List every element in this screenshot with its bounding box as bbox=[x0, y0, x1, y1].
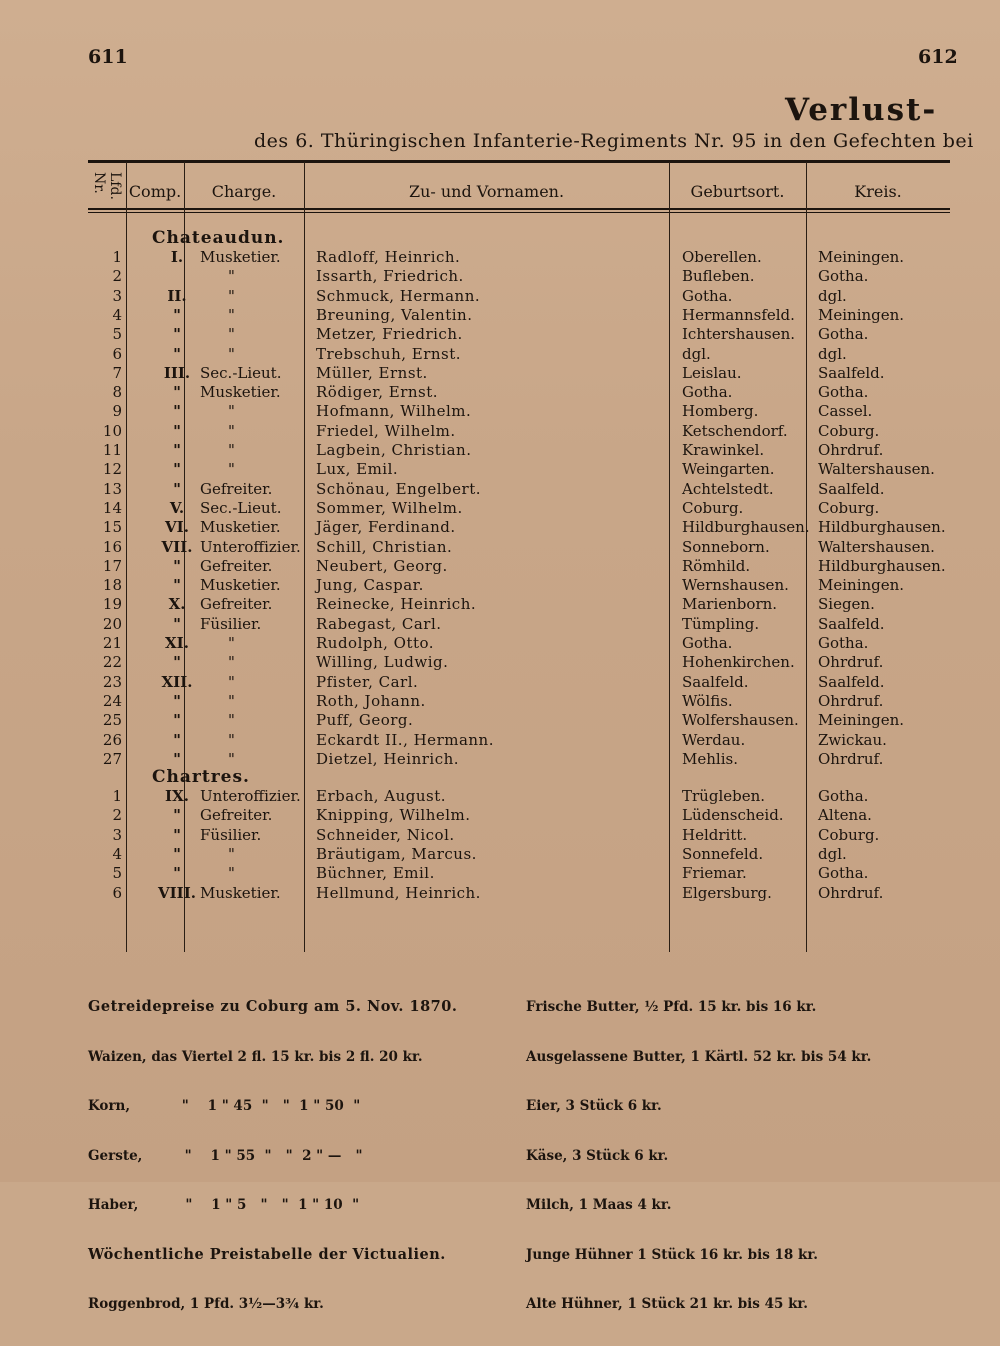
cell-name: Radloff, Heinrich. bbox=[316, 248, 461, 266]
cell-nr: 6 bbox=[112, 883, 122, 902]
cell-charge: " bbox=[228, 267, 235, 286]
cell-district: Coburg. bbox=[818, 421, 880, 440]
cell-charge: " bbox=[228, 749, 235, 768]
cell-nr: 21 bbox=[102, 634, 122, 652]
cell-comp: " bbox=[173, 825, 181, 844]
cell-name: Hofmann, Wilhelm. bbox=[316, 402, 472, 421]
cell-nr: 17 bbox=[102, 556, 122, 575]
price-line: Waizen, das Viertel 2 fl. 15 kr. bis 2 fl. 20 kr. bbox=[88, 1048, 423, 1065]
cell-comp: X. bbox=[168, 595, 186, 614]
cell-birthplace: Ichtershausen. bbox=[682, 325, 796, 344]
cell-comp: " bbox=[173, 556, 181, 575]
cell-nr: 26 bbox=[102, 730, 122, 749]
table-row bbox=[88, 402, 950, 421]
cell-name: Friedel, Wilhelm. bbox=[316, 421, 456, 440]
victual-prices bbox=[526, 966, 871, 1346]
cell-nr: 13 bbox=[102, 479, 122, 498]
cell-nr: 22 bbox=[102, 653, 122, 672]
cell-comp: VII. bbox=[161, 537, 193, 556]
cell-name: Erbach, August. bbox=[316, 787, 447, 806]
price-line: Junge Hühner 1 Stück 16 kr. bis 18 kr. bbox=[526, 1246, 818, 1263]
cell-birthplace: Ketschendorf. bbox=[682, 421, 788, 440]
cell-name: Lagbein, Christian. bbox=[316, 441, 472, 459]
cell-name: Roth, Johann. bbox=[316, 691, 426, 710]
cell-nr: 23 bbox=[102, 672, 122, 691]
cell-charge: " bbox=[228, 325, 235, 344]
price-line: Eier, 3 Stück 6 kr. bbox=[526, 1098, 662, 1114]
cell-name: Rabegast, Carl. bbox=[316, 614, 442, 633]
cell-district: dgl. bbox=[818, 344, 847, 363]
header-charge: Charge. bbox=[211, 181, 277, 201]
cell-name: Schmuck, Hermann. bbox=[316, 286, 481, 305]
cell-birthplace: Sonnefeld. bbox=[682, 845, 764, 863]
cell-charge: " bbox=[228, 305, 235, 324]
cell-charge: Musketier. bbox=[200, 248, 281, 266]
cell-charge: Sec.-Lieut. bbox=[200, 363, 282, 382]
header-nr: Lfd. Nr. bbox=[91, 172, 123, 200]
cell-name: Pfister, Carl. bbox=[316, 672, 419, 691]
table-row bbox=[88, 576, 950, 595]
cell-name: Jung, Caspar. bbox=[316, 576, 424, 595]
cell-charge: Gefreiter. bbox=[200, 806, 273, 825]
cell-nr: 3 bbox=[112, 825, 122, 844]
cell-birthplace: Gotha. bbox=[682, 383, 733, 402]
cell-comp: " bbox=[173, 325, 181, 344]
cell-birthplace: Hildburghausen. bbox=[682, 518, 810, 537]
cell-nr: 7 bbox=[112, 363, 122, 382]
cell-charge: " bbox=[228, 634, 235, 652]
table-row bbox=[88, 248, 950, 267]
cell-charge: " bbox=[228, 711, 235, 730]
cell-nr: 20 bbox=[102, 614, 122, 633]
page-number-left: 611 bbox=[88, 46, 128, 68]
cell-district: Altena. bbox=[818, 806, 872, 825]
cell-nr: 19 bbox=[102, 595, 122, 614]
cell-birthplace: Mehlis. bbox=[682, 749, 738, 768]
page-title: Verlust- bbox=[785, 92, 938, 128]
cell-charge: Musketier. bbox=[200, 518, 281, 537]
section-label: Chartres. bbox=[152, 767, 250, 788]
cell-nr: 9 bbox=[112, 402, 122, 421]
cell-comp: " bbox=[173, 653, 181, 672]
cell-birthplace: Leislau. bbox=[682, 363, 742, 382]
cell-charge: Gefreiter. bbox=[200, 556, 273, 575]
cell-charge: Musketier. bbox=[200, 576, 281, 595]
cell-district: Ohrdruf. bbox=[818, 691, 884, 710]
cell-charge: " bbox=[228, 864, 235, 883]
cell-nr: 25 bbox=[102, 711, 122, 730]
cell-birthplace: Saalfeld. bbox=[682, 672, 749, 691]
cell-charge: " bbox=[228, 730, 235, 749]
cell-comp: IX. bbox=[165, 787, 189, 806]
cell-nr: 2 bbox=[112, 806, 122, 825]
cell-birthplace: Gotha. bbox=[682, 286, 733, 305]
price-line: Milch, 1 Maas 4 kr. bbox=[526, 1197, 672, 1213]
cell-charge: " bbox=[228, 421, 235, 440]
table-row bbox=[88, 731, 950, 750]
cell-district: Meiningen. bbox=[818, 576, 905, 595]
table-row bbox=[88, 499, 950, 518]
cell-district: Gotha. bbox=[818, 325, 869, 344]
cell-district: Meiningen. bbox=[818, 305, 905, 324]
cell-name: Lux, Emil. bbox=[316, 460, 399, 479]
cell-name: Schill, Christian. bbox=[316, 537, 453, 556]
cell-comp: VIII. bbox=[158, 883, 196, 902]
cell-birthplace: Hohenkirchen. bbox=[682, 653, 795, 672]
cell-birthplace: Achtelstedt. bbox=[682, 479, 774, 498]
table-row bbox=[88, 673, 950, 692]
cell-district: Saalfeld. bbox=[818, 479, 885, 498]
cell-charge: " bbox=[228, 653, 235, 672]
price-line: Käse, 3 Stück 6 kr. bbox=[526, 1147, 669, 1164]
cell-district: Ohrdruf. bbox=[818, 441, 884, 459]
cell-district: Ohrdruf. bbox=[818, 883, 884, 902]
cell-charge: " bbox=[228, 672, 235, 691]
price-line: Haber, " 1 " 5 " " 1 " 10 " bbox=[88, 1197, 360, 1213]
table-row bbox=[88, 538, 950, 557]
cell-nr: 6 bbox=[112, 344, 122, 363]
cell-district: Hildburghausen. bbox=[818, 556, 946, 575]
cell-district: Coburg. bbox=[818, 825, 880, 844]
table-row bbox=[88, 845, 950, 864]
cell-comp: " bbox=[173, 305, 181, 324]
table-row bbox=[88, 864, 950, 883]
cell-birthplace: Trügleben. bbox=[682, 787, 766, 806]
header-comp: Comp. bbox=[128, 181, 182, 201]
table-row bbox=[88, 711, 950, 730]
cell-name: Neubert, Georg. bbox=[316, 556, 448, 575]
table-row bbox=[88, 441, 950, 460]
cell-nr: 27 bbox=[102, 749, 122, 768]
cell-comp: " bbox=[173, 730, 181, 749]
cell-name: Reinecke, Heinrich. bbox=[316, 595, 477, 614]
table-row bbox=[88, 806, 950, 825]
cell-nr: 18 bbox=[102, 576, 122, 595]
cell-birthplace: Bufleben. bbox=[682, 267, 755, 286]
cell-name: Dietzel, Heinrich. bbox=[316, 749, 460, 768]
table-row bbox=[88, 480, 950, 499]
cell-district: Saalfeld. bbox=[818, 614, 885, 633]
cell-charge: Gefreiter. bbox=[200, 595, 273, 614]
cell-comp: " bbox=[173, 421, 181, 440]
cell-district: Gotha. bbox=[818, 634, 869, 652]
cell-district: Gotha. bbox=[818, 787, 869, 806]
table-row bbox=[88, 422, 950, 441]
cell-name: Eckardt II., Hermann. bbox=[316, 730, 494, 749]
cell-comp: " bbox=[173, 441, 181, 459]
victuals-heading: Wöchentliche Preistabelle der Victualien. bbox=[88, 1245, 446, 1263]
cell-district: Gotha. bbox=[818, 864, 869, 883]
price-line: Alte Hühner, 1 Stück 21 kr. bis 45 kr. bbox=[526, 1296, 809, 1312]
cell-nr: 8 bbox=[112, 383, 122, 402]
cell-charge: Füsilier. bbox=[200, 825, 262, 844]
cell-birthplace: Weingarten. bbox=[682, 460, 775, 479]
cell-nr: 1 bbox=[112, 248, 122, 266]
table-row bbox=[88, 615, 950, 634]
header-district: Kreis. bbox=[854, 181, 902, 201]
cell-nr: 14 bbox=[102, 498, 122, 517]
table-row bbox=[88, 364, 950, 383]
cell-charge: Sec.-Lieut. bbox=[200, 498, 282, 517]
cell-charge: " bbox=[228, 402, 235, 421]
cell-comp: XI. bbox=[165, 634, 189, 652]
table-row bbox=[88, 653, 950, 672]
cell-birthplace: Oberellen. bbox=[682, 248, 762, 266]
cell-district: Hildburghausen. bbox=[818, 518, 946, 537]
cell-birthplace: Tümpling. bbox=[682, 614, 760, 633]
cell-charge: " bbox=[228, 441, 235, 459]
cell-nr: 24 bbox=[102, 691, 122, 710]
cell-birthplace: Krawinkel. bbox=[682, 441, 765, 459]
cell-district: dgl. bbox=[818, 845, 847, 863]
page-subtitle: des 6. Thüringischen Infanterie-Regiments Nr. 95 in den Gefechten bei bbox=[254, 130, 974, 152]
cell-comp: " bbox=[173, 460, 181, 479]
cell-name: Schönau, Engelbert. bbox=[316, 479, 482, 498]
cell-comp: " bbox=[173, 711, 181, 730]
cell-nr: 16 bbox=[102, 537, 122, 556]
cell-comp: " bbox=[173, 402, 181, 421]
cell-comp: VI. bbox=[165, 518, 189, 537]
price-line: Roggenbrod, 1 Pfd. 3½—3¾ kr. bbox=[88, 1296, 324, 1312]
cell-birthplace: Wernshausen. bbox=[682, 576, 789, 595]
table-row bbox=[88, 595, 950, 614]
cell-name: Sommer, Wilhelm. bbox=[316, 498, 463, 517]
page-number-right: 612 bbox=[918, 46, 958, 68]
cell-nr: 5 bbox=[112, 864, 122, 883]
cell-birthplace: Heldritt. bbox=[682, 825, 748, 844]
cell-nr: 12 bbox=[102, 460, 122, 479]
cell-name: Müller, Ernst. bbox=[316, 363, 428, 382]
cell-district: Ohrdruf. bbox=[818, 749, 884, 768]
cell-district: Waltershausen. bbox=[818, 460, 935, 479]
table-row bbox=[88, 345, 950, 364]
cell-name: Willing, Ludwig. bbox=[316, 653, 449, 672]
price-line: Korn, " 1 " 45 " " 1 " 50 " bbox=[88, 1098, 361, 1114]
cell-nr: 4 bbox=[112, 845, 122, 863]
section-label: Chateaudun. bbox=[152, 228, 285, 248]
cell-birthplace: Homberg. bbox=[682, 402, 759, 421]
cell-comp: " bbox=[173, 691, 181, 710]
cell-comp: " bbox=[173, 383, 181, 402]
cell-charge: " bbox=[228, 344, 235, 363]
price-line: Ausgelassene Butter, 1 Kärtl. 52 kr. bis 54 kr. bbox=[526, 1048, 872, 1065]
cell-name: Knipping, Wilhelm. bbox=[316, 806, 471, 825]
cell-name: Metzer, Friedrich. bbox=[316, 325, 463, 344]
grain-prices-heading: Getreidepreise zu Coburg am 5. Nov. 1870. bbox=[88, 998, 458, 1015]
cell-birthplace: Römhild. bbox=[682, 556, 751, 575]
grain-prices bbox=[88, 966, 457, 1346]
casualty-table bbox=[88, 162, 950, 952]
cell-name: Jäger, Ferdinand. bbox=[316, 518, 456, 537]
cell-birthplace: Coburg. bbox=[682, 498, 744, 517]
cell-charge: " bbox=[228, 691, 235, 710]
price-line: Gerste, " 1 " 55 " " 2 " — " bbox=[88, 1147, 363, 1164]
cell-comp: I. bbox=[170, 248, 184, 266]
cell-charge: " bbox=[228, 286, 235, 305]
cell-comp: II. bbox=[167, 286, 187, 305]
price-line: Frische Butter, ½ Pfd. 15 kr. bis 16 kr. bbox=[526, 999, 817, 1015]
cell-charge: Gefreiter. bbox=[200, 479, 273, 498]
cell-comp: " bbox=[173, 576, 181, 595]
table-row bbox=[88, 518, 950, 537]
cell-birthplace: Sonneborn. bbox=[682, 537, 770, 556]
cell-charge: Füsilier. bbox=[200, 614, 262, 633]
cell-comp: V. bbox=[169, 498, 185, 517]
header-birthplace: Geburtsort. bbox=[690, 181, 785, 201]
cell-birthplace: Wölfis. bbox=[682, 691, 733, 710]
cell-comp: " bbox=[173, 749, 181, 768]
cell-comp: XII. bbox=[161, 672, 193, 691]
cell-birthplace: Gotha. bbox=[682, 634, 733, 652]
cell-nr: 15 bbox=[102, 518, 122, 537]
cell-charge: " bbox=[228, 845, 235, 863]
cell-comp: " bbox=[173, 806, 181, 825]
cell-name: Bräutigam, Marcus. bbox=[316, 845, 477, 863]
table-row bbox=[88, 692, 950, 711]
cell-district: Gotha. bbox=[818, 383, 869, 402]
cell-name: Breuning, Valentin. bbox=[316, 305, 473, 324]
cell-district: Siegen. bbox=[818, 595, 875, 614]
cell-district: Gotha. bbox=[818, 267, 869, 286]
table-row bbox=[88, 787, 950, 806]
cell-charge: " bbox=[228, 460, 235, 479]
cell-nr: 1 bbox=[112, 787, 122, 806]
cell-nr: 11 bbox=[102, 441, 122, 459]
cell-birthplace: Marienborn. bbox=[682, 595, 778, 614]
cell-nr: 3 bbox=[112, 286, 122, 305]
cell-nr: 10 bbox=[102, 421, 122, 440]
cell-charge: Musketier. bbox=[200, 883, 281, 902]
cell-birthplace: Wolfershausen. bbox=[682, 711, 799, 730]
cell-birthplace: Elgersburg. bbox=[682, 883, 772, 902]
cell-nr: 4 bbox=[112, 305, 122, 324]
cell-charge: Unteroffizier. bbox=[200, 787, 301, 806]
cell-district: Meiningen. bbox=[818, 248, 905, 266]
cell-charge: Unteroffizier. bbox=[200, 537, 301, 556]
cell-district: Saalfeld. bbox=[818, 363, 885, 382]
table-row bbox=[88, 306, 950, 325]
cell-comp: " bbox=[173, 479, 181, 498]
cell-name: Hellmund, Heinrich. bbox=[316, 883, 481, 902]
table-row bbox=[88, 634, 950, 653]
cell-district: Meiningen. bbox=[818, 711, 905, 730]
cell-district: Waltershausen. bbox=[818, 537, 935, 556]
table-row bbox=[88, 383, 950, 402]
cell-comp: III. bbox=[163, 363, 191, 382]
cell-name: Puff, Georg. bbox=[316, 711, 414, 730]
cell-district: Coburg. bbox=[818, 498, 880, 517]
cell-name: Rudolph, Otto. bbox=[316, 634, 435, 652]
cell-name: Rödiger, Ernst. bbox=[316, 383, 439, 402]
cell-comp: " bbox=[173, 845, 181, 863]
cell-birthplace: Werdau. bbox=[682, 730, 746, 749]
cell-nr: 2 bbox=[112, 267, 122, 286]
table-row bbox=[88, 325, 950, 344]
header-name: Zu- und Vornamen. bbox=[408, 181, 565, 201]
table-row bbox=[88, 750, 950, 769]
table-row bbox=[88, 826, 950, 845]
cell-district: dgl. bbox=[818, 286, 847, 305]
cell-district: Ohrdruf. bbox=[818, 653, 884, 672]
cell-birthplace: Friemar. bbox=[682, 864, 747, 883]
cell-birthplace: Hermannsfeld. bbox=[682, 305, 795, 324]
cell-district: Cassel. bbox=[818, 402, 873, 421]
cell-district: Zwickau. bbox=[818, 730, 887, 749]
table-row bbox=[88, 267, 950, 286]
cell-name: Büchner, Emil. bbox=[316, 864, 435, 883]
cell-name: Trebschuh, Ernst. bbox=[316, 344, 462, 363]
table-row bbox=[88, 460, 950, 479]
table-row bbox=[88, 557, 950, 576]
cell-birthplace: dgl. bbox=[682, 344, 711, 363]
cell-name: Issarth, Friedrich. bbox=[316, 267, 464, 286]
cell-comp: " bbox=[173, 344, 181, 363]
cell-charge: Musketier. bbox=[200, 383, 281, 402]
cell-comp: " bbox=[173, 864, 181, 883]
cell-birthplace: Lüdenscheid. bbox=[682, 806, 784, 825]
cell-comp: " bbox=[173, 614, 181, 633]
cell-name: Schneider, Nicol. bbox=[316, 825, 455, 844]
table-row bbox=[88, 287, 950, 306]
table-row bbox=[88, 884, 950, 903]
cell-district: Saalfeld. bbox=[818, 672, 885, 691]
cell-nr: 5 bbox=[112, 325, 122, 344]
